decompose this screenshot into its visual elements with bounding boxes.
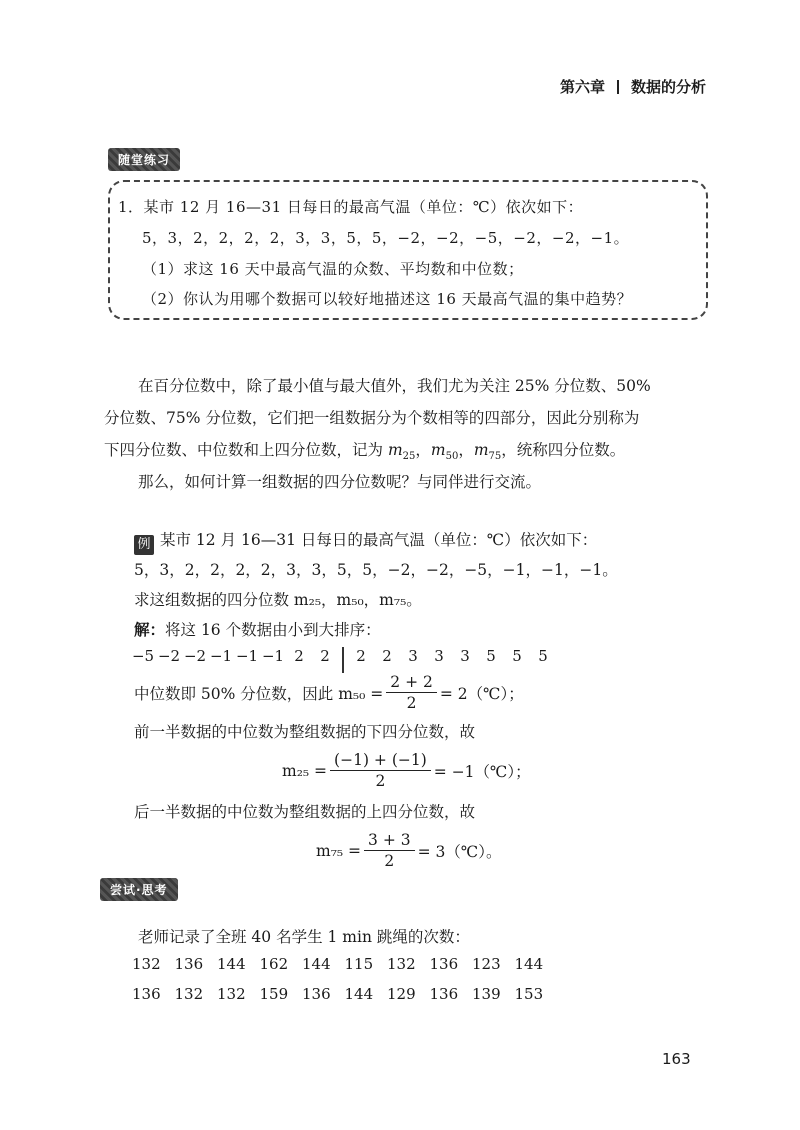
example-icon: 例 <box>134 535 154 555</box>
sorted-value: −1 <box>261 647 285 665</box>
sorted-value: 2 <box>382 647 392 665</box>
sorted-value: 3 <box>408 647 418 665</box>
sorted-value: 3 <box>460 647 470 665</box>
intro-line-2: 分位数、75% 分位数，它们把一组数据分为个数相等的四部分，因此分别称为 <box>104 409 640 427</box>
intro-line-1: 在百分位数中，除了最小值与最大值外，我们尤为关注 25% 分位数、50% <box>138 377 651 395</box>
median-divider <box>342 647 344 673</box>
sorted-value: 5 <box>512 647 522 665</box>
example-data: 5，3，2，2，2，2，3，3，5，5，−2，−2，−5，−1，−1，−1。 <box>134 561 618 579</box>
data-cell: 144 <box>302 955 331 973</box>
data-cell: 129 <box>387 985 416 1003</box>
chapter-label: 第六章 <box>560 78 606 96</box>
jump-rope-row-1 <box>132 955 557 973</box>
data-cell: 159 <box>259 985 289 1003</box>
data-cell: 132 <box>387 955 416 973</box>
practice-stem: 老师记录了全班 40 名学生 1 min 跳绳的次数： <box>138 928 470 946</box>
sorted-value: 2 <box>320 647 330 665</box>
exercise-tag: 随堂练习 <box>108 148 180 171</box>
header-separator <box>617 80 619 94</box>
practice-tag: 尝试·思考 <box>100 878 178 901</box>
lower-quartile-text: 前一半数据的中位数为整组数据的下四分位数，故 <box>134 723 476 741</box>
sorted-value: −1 <box>209 647 233 665</box>
data-cell: 139 <box>472 985 501 1003</box>
sorted-value: −5 <box>131 647 155 665</box>
running-header <box>560 76 706 97</box>
sorted-data <box>130 647 556 673</box>
data-cell: 136 <box>302 985 331 1003</box>
exercise-data: 5，3，2，2，2，2，3，3，5，5，−2，−2，−5，−2，−2，−1。 <box>142 229 630 247</box>
example-stem: 例 某市 12 月 16—31 日每日的最高气温（单位：℃）依次如下： <box>134 528 597 555</box>
data-cell: 123 <box>472 955 501 973</box>
data-cell: 153 <box>514 985 544 1003</box>
data-cell: 136 <box>429 985 459 1003</box>
exercise-question: 1．某市 12 月 16—31 日每日的最高气温（单位：℃）依次如下： <box>118 198 584 216</box>
data-cell: 136 <box>429 955 459 973</box>
data-cell: 144 <box>217 955 246 973</box>
sorted-value: −2 <box>183 647 207 665</box>
data-cell: 144 <box>514 955 544 973</box>
exercise-part-1: （1）求这 16 天中最高气温的众数、平均数和中位数； <box>142 260 524 278</box>
solution-intro: 解：将这 16 个数据由小到大排序： <box>134 620 381 639</box>
sorted-value: −1 <box>235 647 259 665</box>
chapter-title: 数据的分析 <box>631 78 707 96</box>
data-cell: 132 <box>132 955 161 973</box>
intro-line-3: 下四分位数、中位数和上四分位数，记为 $m_{25}$，$m_{50}$，$m_{75}$，统称四分位数。 <box>104 441 626 463</box>
upper-quartile-text: 后一半数据的中位数为整组数据的上四分位数，故 <box>134 803 476 821</box>
sorted-value: −2 <box>157 647 181 665</box>
lower-fraction: $\frac{(-1) + (-1)}{2}$ <box>330 750 431 791</box>
sorted-value: 5 <box>538 647 548 665</box>
sorted-value: 5 <box>486 647 496 665</box>
data-cell: 132 <box>217 985 246 1003</box>
upper-fraction: $\frac{3 + 3}{2}$ <box>364 830 415 871</box>
jump-rope-row-2 <box>132 985 557 1003</box>
data-cell: 136 <box>174 955 204 973</box>
intro-line-4: 那么，如何计算一组数据的四分位数呢？与同伴进行交流。 <box>138 473 542 491</box>
example-ask: 求这组数据的四分位数 m₂₅，m₅₀，m₇₅。 <box>134 591 422 609</box>
data-cell: 132 <box>174 985 204 1003</box>
data-cell: 115 <box>344 955 374 973</box>
sorted-value: 2 <box>356 647 366 665</box>
page-number: 163 <box>662 1050 691 1068</box>
sorted-value: 3 <box>434 647 444 665</box>
data-cell: 136 <box>132 985 161 1003</box>
exercise-part-2: （2）你认为用哪个数据可以较好地描述这 16 天最高气温的集中趋势？ <box>142 290 633 308</box>
data-cell: 162 <box>259 955 289 973</box>
data-cell: 144 <box>344 985 374 1003</box>
lower-quartile-equation: m₂₅ = $\frac{(-1) + (-1)}{2}$ = −1（℃）； <box>282 751 531 790</box>
median-equation: 中位数即 50% 分位数，因此 m₅₀ = $\frac{2 + 2}{2}$ = 2（℃）； <box>134 673 524 712</box>
median-fraction: $\frac{2 + 2}{2}$ <box>386 672 437 713</box>
upper-quartile-equation: m₇₅ = $\frac{3 + 3}{2}$ = 3（℃）。 <box>316 831 502 870</box>
sorted-value: 2 <box>294 647 304 665</box>
